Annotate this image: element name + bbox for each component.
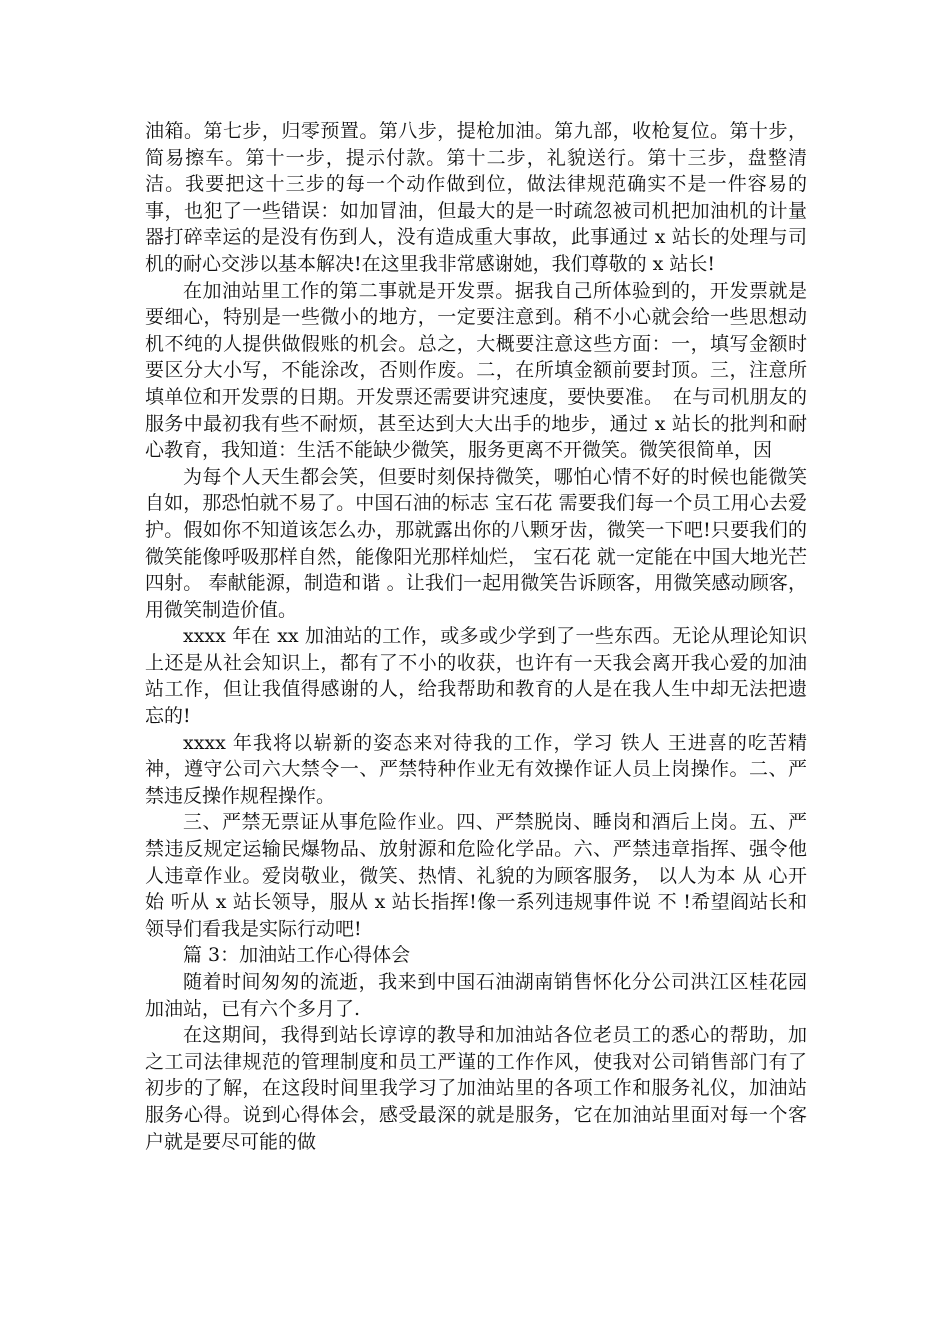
paragraph-prohibitions: 三、严禁无票证从事危险作业。四、严禁脱岗、睡岗和酒后上岗。五、严禁违反规定运输民爆物品、放射源和危险化学品。六、严禁违章指挥、强令他人违章作业。爱岗敬业，微笑、热情、礼貌的为顾客服务， 以人为本 从 心开始 听从 x 站长领导，服从 x 站长指挥!像一系列违规事件说 不 !希望阎站长和领导们看我是实际行动吧! — [145, 811, 807, 940]
document-page — [145, 118, 807, 1155]
paragraph-invoicing: 在加油站里工作的第二事就是开发票。据我自己所体验到的，开发票就是要细心，特别是一些微小的地方，一定要注意到。稍不小心就会给一些思想动机不纯的人提供做假账的机会。总之，大概要注意这些方面：一，填写金额时要区分大小写，不能涂改，否则作废。二，在所填金额前要封顶。三，注意所填单位和开发票的日期。开发票还需要讲究速度，要快要准。 在与司机朋友的服务中最初我有些不耐烦，甚至达到大大出手的地步，通过 x 站长的批判和耐心教育，我知道：生活不能缺少微笑，服务更离不开微笑。微笑很简单，因 — [145, 279, 807, 462]
section-title: 篇 3：加油站工作心得体会 — [183, 944, 411, 967]
paragraph-refueling-steps: 油箱。第七步，归零预置。第八步，提枪加油。第九部，收枪复位。第十步，简易擦车。第十一步，提示付款。第十二步，礼貌送行。第十三步，盘整清洁。我要把这十三步的每一个动作做到位，做法律规范确实不是一件容易的事，也犯了一些错误：如加冒油，但最大的是一时疏忽被司机把加油机的计量器打碎幸运的是没有伤到人，没有造成重大事故，此事通过 x 站长的处理与司机的耐心交涉以基本解决!在这里我非常感谢她，我们尊敬的 x 站长! — [145, 120, 807, 275]
paragraph-arrival: 随着时间匆匆的流逝，我来到中国石油湖南销售怀化分公司洪江区桂花园加油站，已有六个多月了. — [145, 971, 807, 1020]
paragraph-service: 在这期间，我得到站长谆谆的教导和加油站各位老员工的悉心的帮助，加之工司法律规范的管理制度和员工严谨的工作作风，使我对公司销售部门有了初步的了解，在这段时间里我学习了加油站里的各项工作和服务礼仪，加油站服务心得。说到心得体会，感受最深的就是服务，它在加油站里面对每一个客户就是要尽可能的做 — [145, 1024, 807, 1153]
paragraph-year-summary: xxxx 年在 xx 加油站的工作，或多或少学到了一些东西。无论从理论知识上还是从社会知识上，都有了不小的收获，也许有一天我会离开我心爱的加油站工作，但让我值得感谢的人，给我帮助和教育的人是在我人生中却无法把遗忘的! — [145, 625, 807, 728]
paragraph-next-year: xxxx 年我将以崭新的姿态来对待我的工作，学习 铁人 王进喜的吃苦精神，遵守公司六大禁令一、严禁特种作业无有效操作证人员上岗操作。二、严禁违反操作规程操作。 — [145, 731, 807, 807]
paragraph-smile: 为每个人天生都会笑，但要时刻保持微笑，哪怕心情不好的时候也能微笑自如，那恐怕就不易了。中国石油的标志 宝石花 需要我们每一个员工用心去爱护。假如你不知道该怎么办，那就露出你的八颗牙齿，微笑一下吧!只要我们的微笑能像呼吸那样自然，能像阳光那样灿烂， 宝石花 就一定能在中国大地光芒四射。 奉献能源，制造和谐 。让我们一起用微笑告诉顾客，用微笑感动顾客，用微笑制造价值。 — [145, 465, 807, 621]
